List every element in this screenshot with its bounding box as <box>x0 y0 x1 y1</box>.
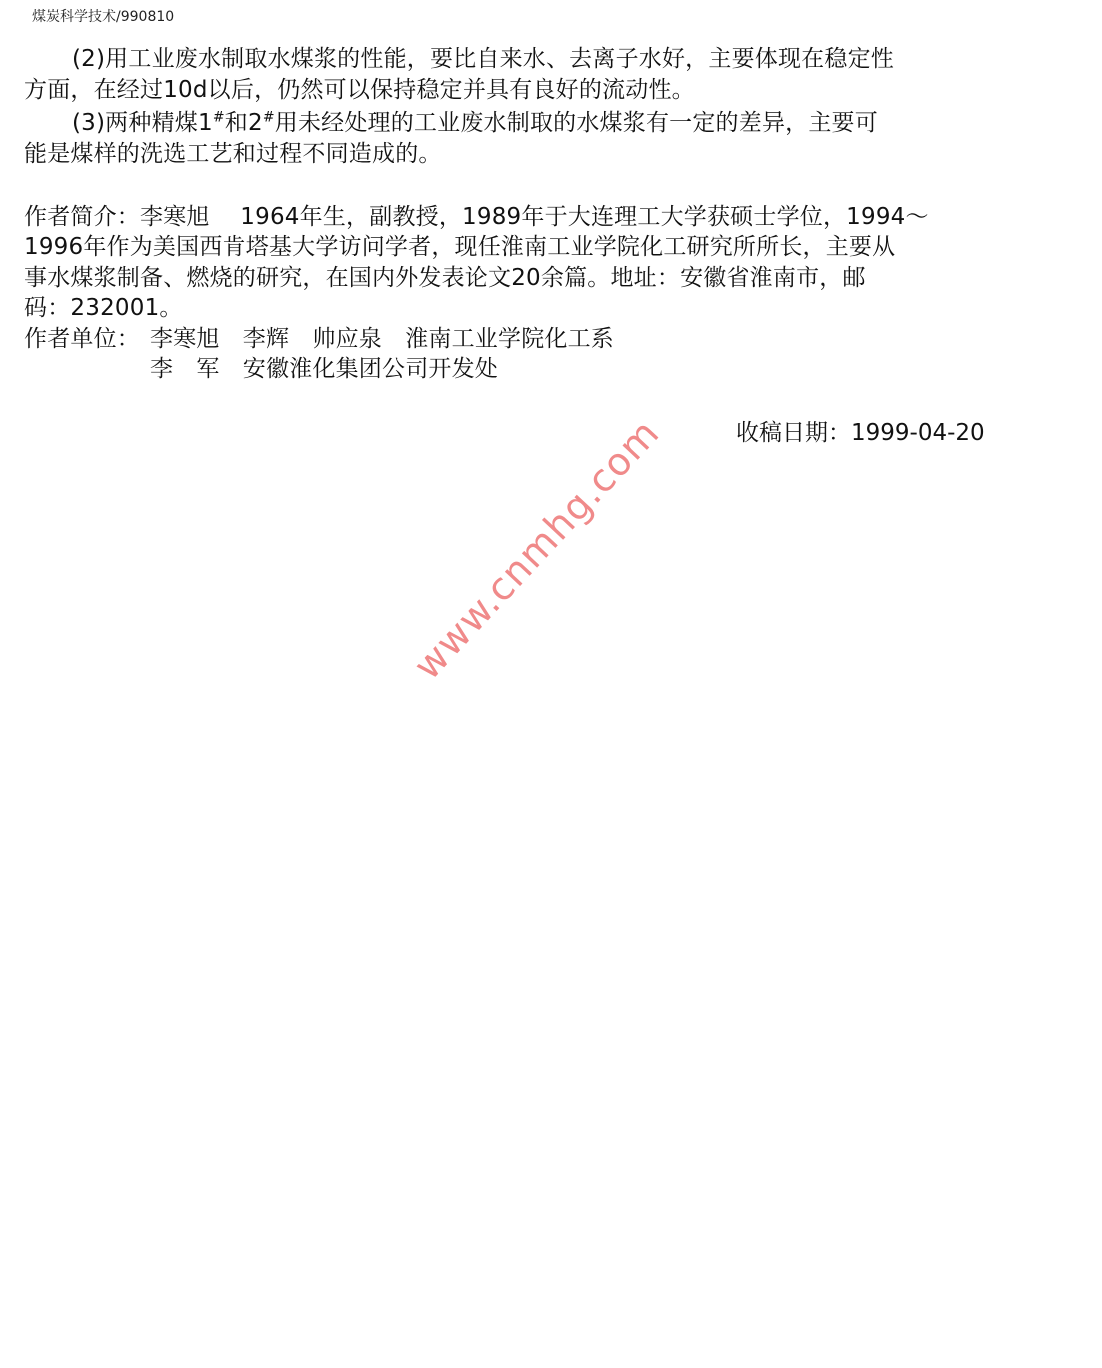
author-unit-label: 作者单位： <box>24 326 140 352</box>
journal-header: 煤炭科学技术/990810 <box>32 9 175 25</box>
author-intro-line-1: 作者简介：李寒旭 1964年生，副教授，1989年于大连理工大学获硕士学位，1994～ <box>24 204 929 230</box>
received-date: 收稿日期：1999-04-20 <box>736 420 985 446</box>
author-intro-line-2: 1996年作为美国西肯塔基大学访问学者，现任淮南工业学院化工研究所所长，主要从 <box>24 234 896 260</box>
conclusion-3-line-2: 能是煤样的洗选工艺和过程不同造成的。 <box>24 141 442 167</box>
conclusion-2-line-1: (2)用工业废水制取水煤浆的性能，要比自来水、去离子水好，主要体现在稳定性 <box>72 46 894 72</box>
hash-mark: # <box>212 109 225 126</box>
author-intro-line-4: 码：232001。 <box>24 295 183 321</box>
conclusion-3-part-b: 和2 <box>224 110 263 136</box>
hash-mark: # <box>262 109 275 126</box>
author-intro-line-3: 事水煤浆制备、燃烧的研究，在国内外发表论文20余篇。地址：安徽省淮南市，邮 <box>24 265 866 291</box>
author-unit-line-1: 李寒旭 李辉 帅应泉 淮南工业学院化工系 <box>150 326 614 352</box>
conclusion-3-part-c: 用未经处理的工业废水制取的水煤浆有一定的差异，主要可 <box>274 110 878 136</box>
conclusion-2-line-2: 方面，在经过10d以后，仍然可以保持稳定并具有良好的流动性。 <box>24 77 695 103</box>
watermark: www.cnmhg.com <box>405 410 668 689</box>
conclusion-3-line-1 <box>72 108 878 138</box>
conclusion-3-part-a: (3)两种精煤1 <box>72 110 213 136</box>
author-unit-line-2: 李 军 安徽淮化集团公司开发处 <box>150 356 498 382</box>
